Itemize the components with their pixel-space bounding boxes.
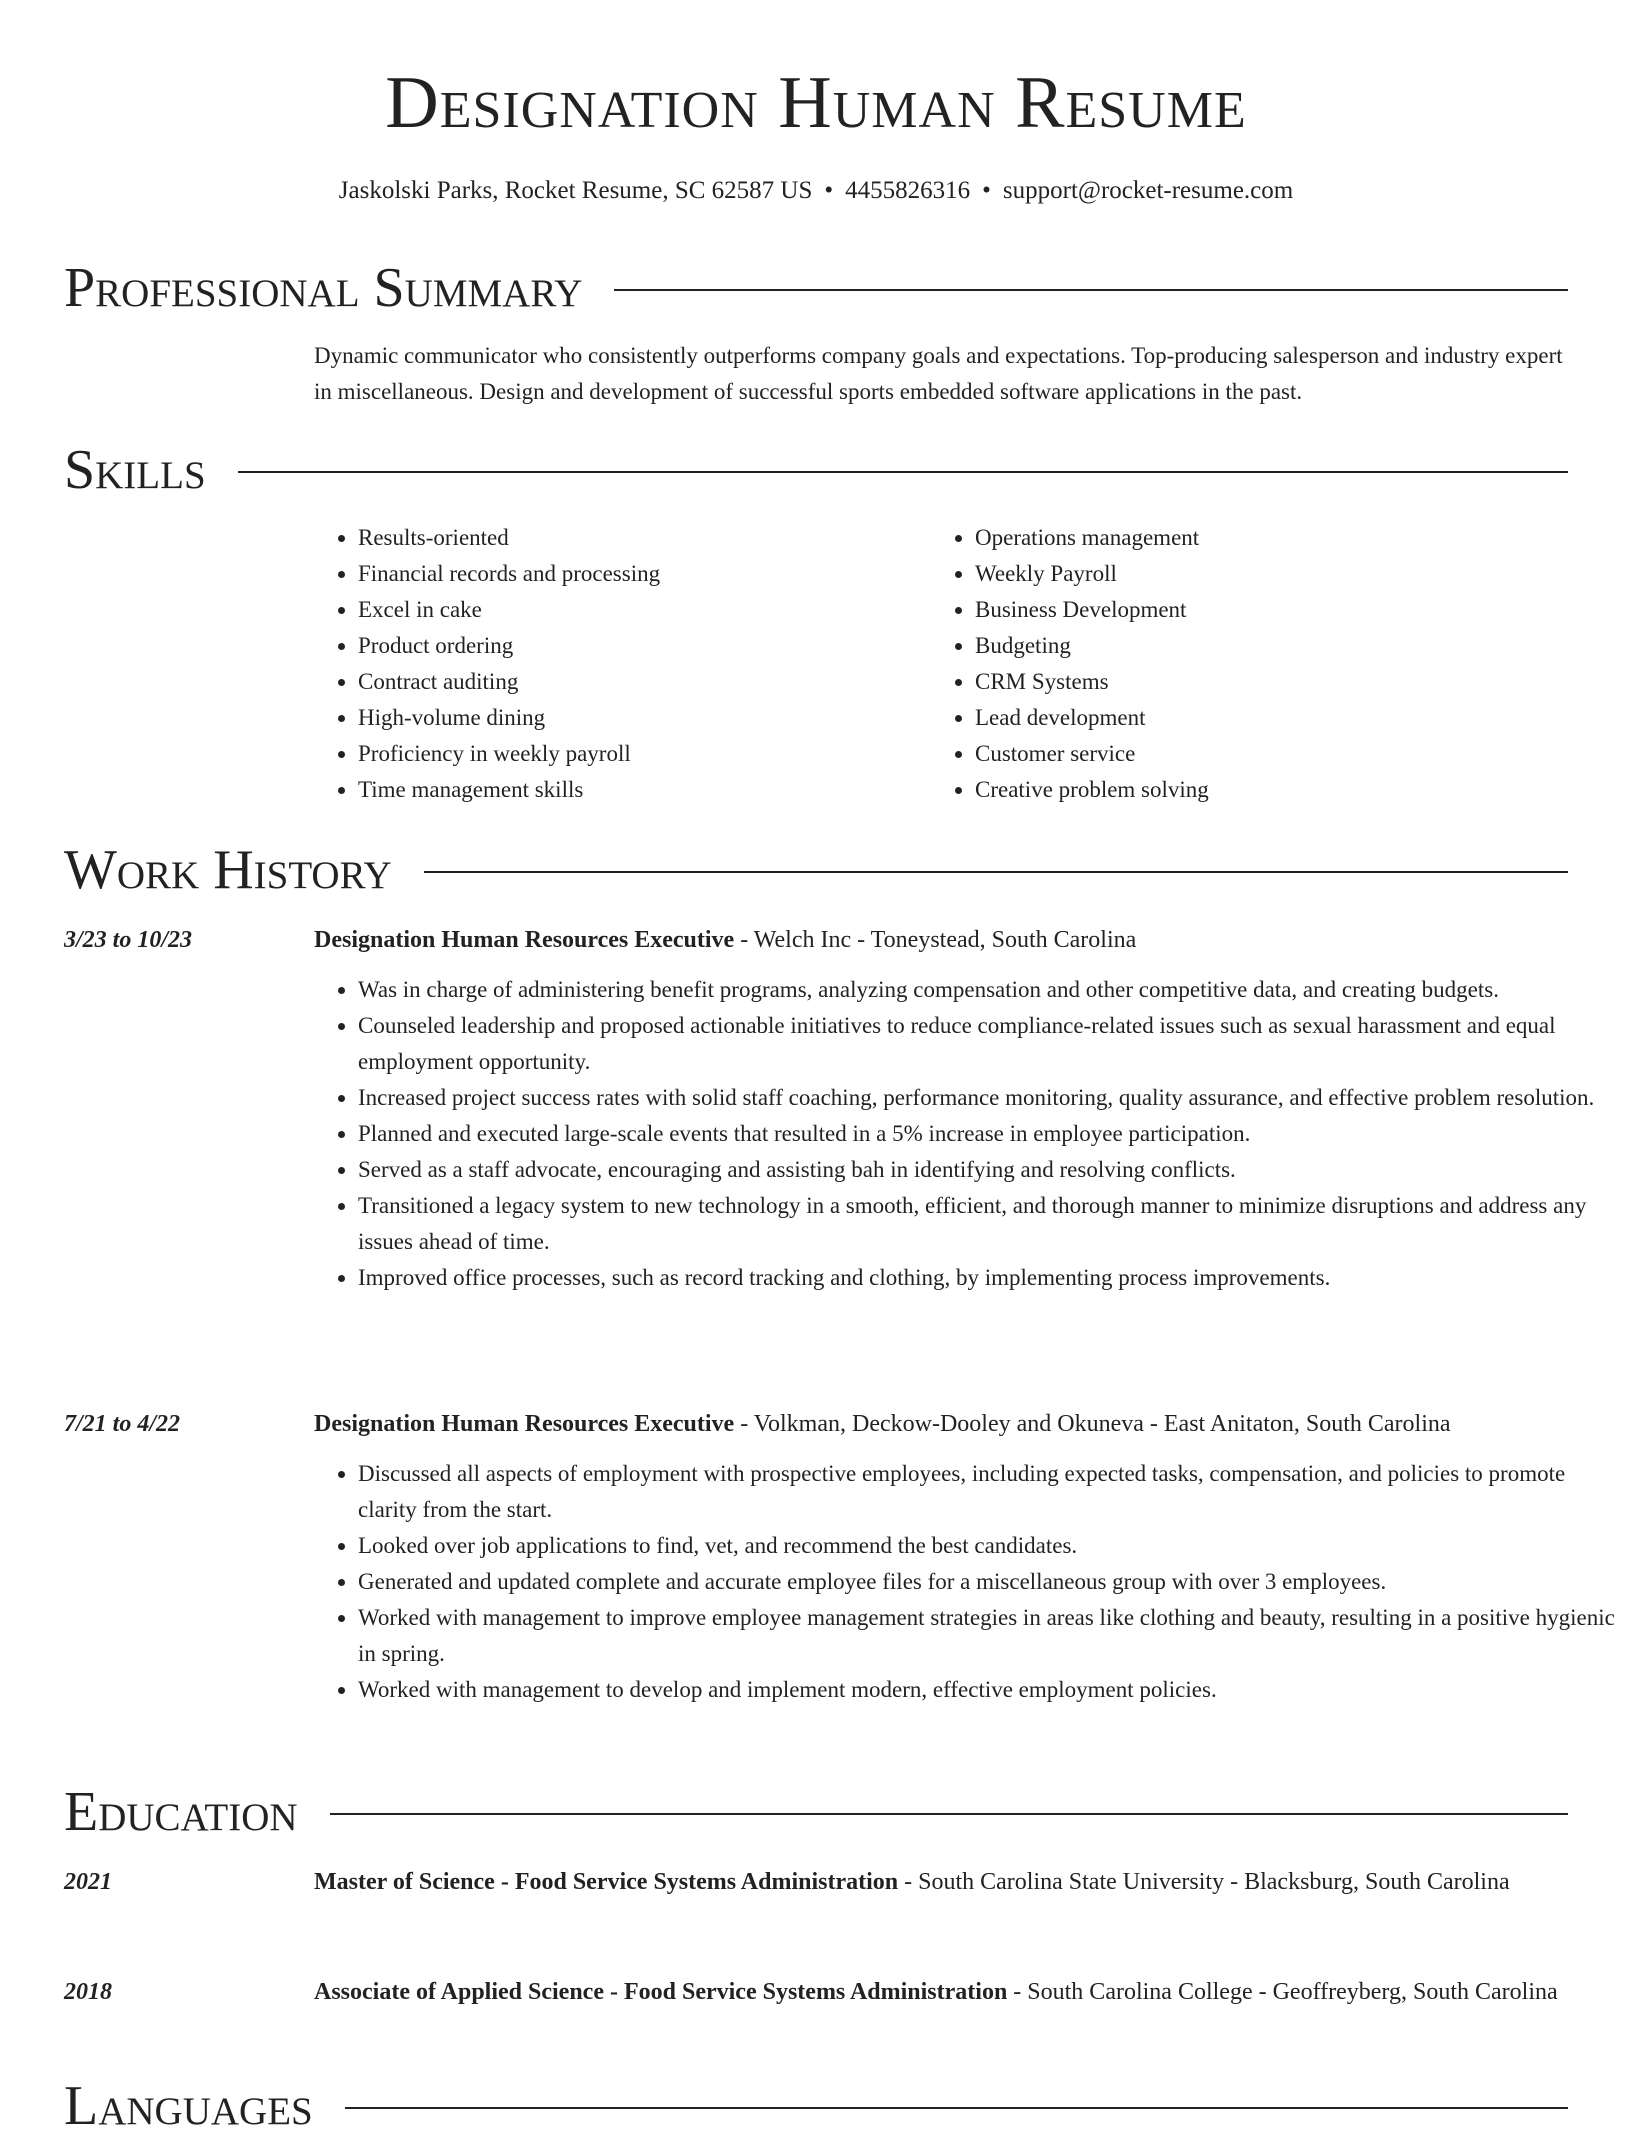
job-dates: 3/23 to 10/23 <box>64 927 193 953</box>
section-divider <box>330 1813 1568 1815</box>
skill-item: • Creative problem solving <box>975 772 1548 808</box>
job-heading <box>314 920 1624 960</box>
education-body <box>314 1862 1624 1902</box>
job-body <box>314 920 1624 1296</box>
job-bullet: • Served as a staff advocate, encouraging and assisting bah in identifying and resolving conflicts. <box>358 1152 1624 1188</box>
education-degree: Master of Science - Food Service Systems Administration <box>314 1869 899 1895</box>
job-bullet: • Worked with management to improve employee management strategies in areas like clothing and beauty, resulting in a positive hygienic in spring. <box>358 1600 1624 1672</box>
contact-address: Jaskolski Parks, Rocket Resume, SC 62587 US <box>338 177 813 204</box>
skills-list <box>314 520 1568 808</box>
job-heading <box>314 1404 1624 1444</box>
section-divider <box>614 289 1568 291</box>
job-title: Designation Human Resources Executive <box>314 1411 735 1437</box>
contact-email: support@rocket-resume.com <box>1002 177 1294 204</box>
skill-item: • Business Development <box>975 592 1548 628</box>
job-title: Designation Human Resources Executive <box>314 927 735 953</box>
section-header-summary <box>64 256 1568 320</box>
education-year: 2018 <box>64 1979 112 2005</box>
education-body <box>314 1972 1624 2012</box>
section-header-education <box>64 1780 1568 1844</box>
education-school: - South Carolina College - Geoffreyberg, South Carolina <box>1007 1979 1558 2005</box>
resume-name: Designation Human Resume <box>385 62 1247 144</box>
job-bullets <box>314 1456 1624 1708</box>
skills-column-left <box>314 520 931 808</box>
skill-item: • Excel in cake <box>358 592 931 628</box>
job-bullet: • Was in charge of administering benefit programs, analyzing compensation and other competitive data, and creating budgets. <box>358 972 1624 1008</box>
section-header-work-history <box>64 838 1568 902</box>
job-bullet: • Counseled leadership and proposed actionable initiatives to reduce compliance-related issues such as sexual harassment and equal employment opportunity. <box>358 1008 1624 1080</box>
job-bullet: • Improved office processes, such as record tracking and clothing, by implementing process improvements. <box>358 1260 1624 1296</box>
skills-column-right <box>931 520 1548 808</box>
job-dates: 7/21 to 4/22 <box>64 1411 181 1437</box>
section-divider <box>345 2107 1568 2109</box>
skill-item: • Time management skills <box>358 772 931 808</box>
skill-item: • Operations management <box>975 520 1548 556</box>
job-bullet: • Planned and executed large-scale events that resulted in a 5% increase in employee participation. <box>358 1116 1624 1152</box>
section-header-skills <box>64 438 1568 502</box>
contact-phone: 4455826316 <box>845 177 971 204</box>
skill-item: • Results-oriented <box>358 520 931 556</box>
summary-text: Dynamic communicator who consistently outperforms company goals and expectations. Top-producing salesperson and industry expert in miscellaneous. Design and development of successful sports embedded software applications in the past. <box>314 343 1563 404</box>
section-header-languages <box>64 2074 1568 2138</box>
skill-item: • CRM Systems <box>975 664 1548 700</box>
job-bullet: • Discussed all aspects of employment with prospective employees, including expected tasks, compensation, and policies to promote clarity from the start. <box>358 1456 1624 1528</box>
section-title-work-history: Work History <box>64 839 392 901</box>
section-title-education: Education <box>64 1781 298 1843</box>
education-school: - South Carolina State University - Blacksburg, South Carolina <box>898 1869 1510 1895</box>
contact-separator: • <box>982 177 991 204</box>
skill-item: • Weekly Payroll <box>975 556 1548 592</box>
job-bullet: • Looked over job applications to find, vet, and recommend the best candidates. <box>358 1528 1624 1564</box>
skill-item: • High-volume dining <box>358 700 931 736</box>
skill-item: • Contract auditing <box>358 664 931 700</box>
section-divider <box>238 471 1568 473</box>
skill-item: • Proficiency in weekly payroll <box>358 736 931 772</box>
skill-item: • Lead development <box>975 700 1548 736</box>
section-title-summary: Professional Summary <box>64 257 583 319</box>
skill-item: • Customer service <box>975 736 1548 772</box>
section-divider <box>424 871 1568 873</box>
section-title-languages: Languages <box>64 2075 313 2137</box>
job-bullets <box>314 972 1624 1296</box>
education-degree: Associate of Applied Science - Food Service Systems Administration <box>314 1979 1008 2005</box>
job-body <box>314 1404 1624 1708</box>
contact-separator: • <box>824 177 834 204</box>
education-year: 2021 <box>64 1869 112 1895</box>
contact-line <box>0 175 1632 207</box>
job-bullet: • Increased project success rates with solid staff coaching, performance monitoring, quality assurance, and effective problem resolution. <box>358 1080 1624 1116</box>
skill-item: • Budgeting <box>975 628 1548 664</box>
job-bullet: • Transitioned a legacy system to new technology in a smooth, efficient, and thorough manner to minimize disruptions and address any issues ahead of time. <box>358 1188 1624 1260</box>
skill-item: • Financial records and processing <box>358 556 931 592</box>
job-company: - Volkman, Deckow-Dooley and Okuneva - East Anitaton, South Carolina <box>734 1411 1451 1437</box>
job-bullet: • Worked with management to develop and implement modern, effective employment policies. <box>358 1672 1624 1708</box>
job-bullet: • Generated and updated complete and accurate employee files for a miscellaneous group with over 3 employees. <box>358 1564 1624 1600</box>
section-title-skills: Skills <box>64 439 206 501</box>
job-company: - Welch Inc - Toneystead, South Carolina <box>734 927 1137 953</box>
skill-item: • Product ordering <box>358 628 931 664</box>
